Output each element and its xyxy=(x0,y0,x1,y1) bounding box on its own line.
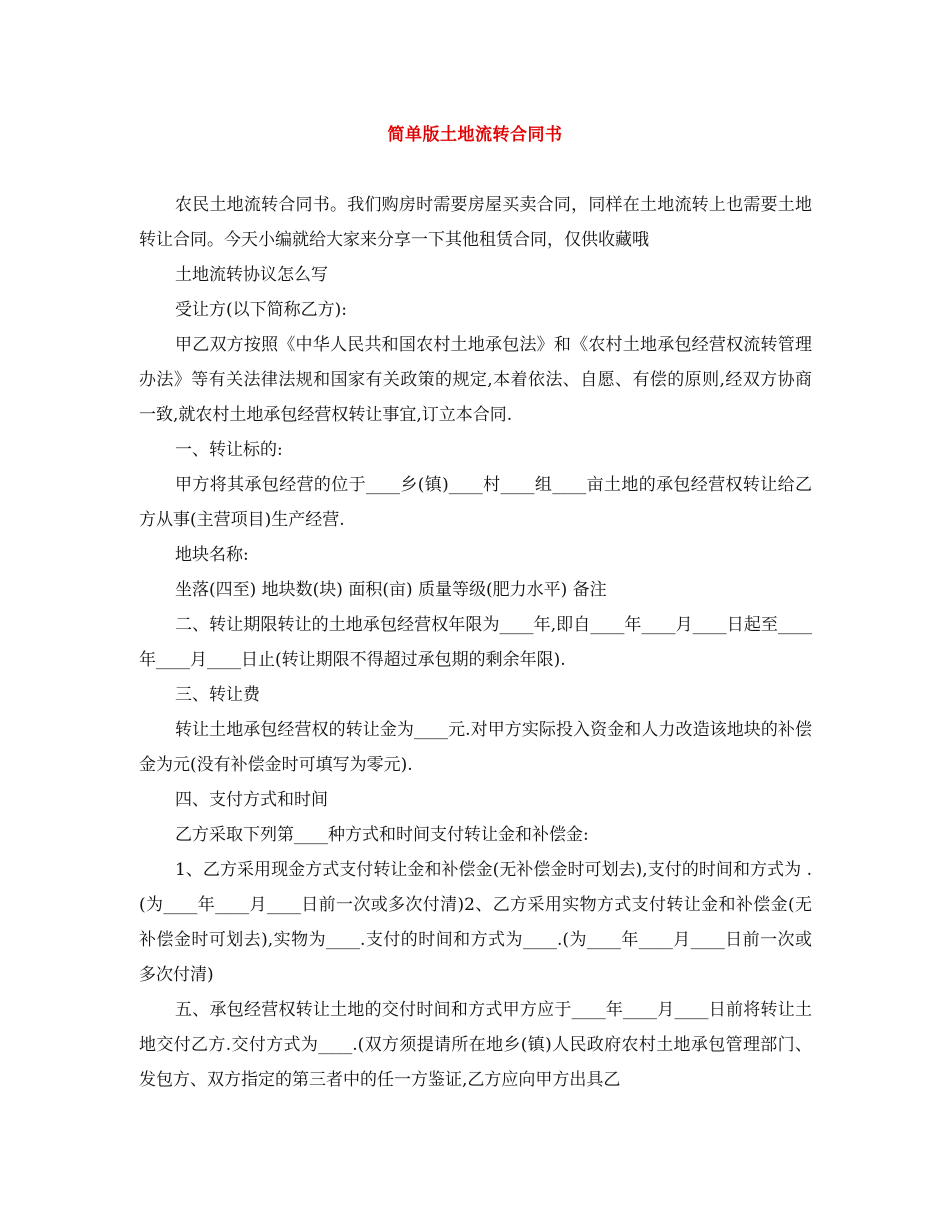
paragraph-section-1-body: 甲方将其承包经营的位于____乡(镇)____村____组____亩土地的承包经营权转让给乙方从事(主营项目)生产经营. xyxy=(139,475,812,530)
paragraph-section-2: 二、转让期限转让的土地承包经营权年限为____年,即自____年____月____日起至____年____月____日止(转让期限不得超过承包期的剩余年限). xyxy=(139,615,812,670)
paragraph-section-3-heading: 三、转让费 xyxy=(175,685,260,705)
paragraph-section-4-heading: 四、支付方式和时间 xyxy=(175,790,328,810)
paragraph-heading-howto: 土地流转协议怎么写 xyxy=(175,265,328,285)
paragraph-intro: 农民土地流转合同书。我们购房时需要房屋买卖合同，同样在土地流转上也需要土地转让合同。今天小编就给大家来分享一下其他租赁合同，仅供收藏哦 xyxy=(139,195,812,250)
paragraph-plot-name: 地块名称: xyxy=(175,545,249,565)
paragraph-section-4-options: 1、乙方采用现金方式支付转让金和补偿金(无补偿金时可划去),支付的时间和方式为 .(为____年____月____日前一次或多次付清)2、乙方采用实物方式支付转让金和补偿金(无补偿金时可划去),实物为____.支付的时间和方式为____.(为____年____月____日前一次或多次付清) xyxy=(139,860,812,985)
paragraph-legal-basis: 甲乙双方按照《中华人民共和国农村土地承包法》和《农村土地承包经营权流转管理办法》等有关法律法规和国家有关政策的规定,本着依法、自愿、有偿的原则,经双方协商一致,就农村土地承包经营权转让事宜,订立本合同. xyxy=(139,335,812,425)
paragraph-section-1-heading: 一、转让标的: xyxy=(175,440,283,460)
document-body xyxy=(139,188,812,1098)
paragraph-transferee: 受让方(以下简称乙方): xyxy=(175,300,347,320)
document-title: 简单版土地流转合同书 xyxy=(387,125,563,145)
paragraph-section-4-choice: 乙方采取下列第____种方式和时间支付转让金和补偿金: xyxy=(175,825,589,845)
paragraph-plot-columns: 坐落(四至) 地块数(块) 面积(亩) 质量等级(肥力水平) 备注 xyxy=(175,580,607,600)
paragraph-section-3-body: 转让土地承包经营权的转让金为____元.对甲方实际投入资金和人力改造该地块的补偿金为元(没有补偿金时可填写为零元). xyxy=(139,720,812,775)
paragraph-section-5: 五、承包经营权转让土地的交付时间和方式甲方应于____年____月____日前将转让土地交付乙方.交付方式为____.(双方须提请所在地乡(镇)人民政府农村土地承包管理部门、发包方、双方指定的第三者中的任一方鉴证,乙方应向甲方出具乙 xyxy=(139,1000,812,1090)
